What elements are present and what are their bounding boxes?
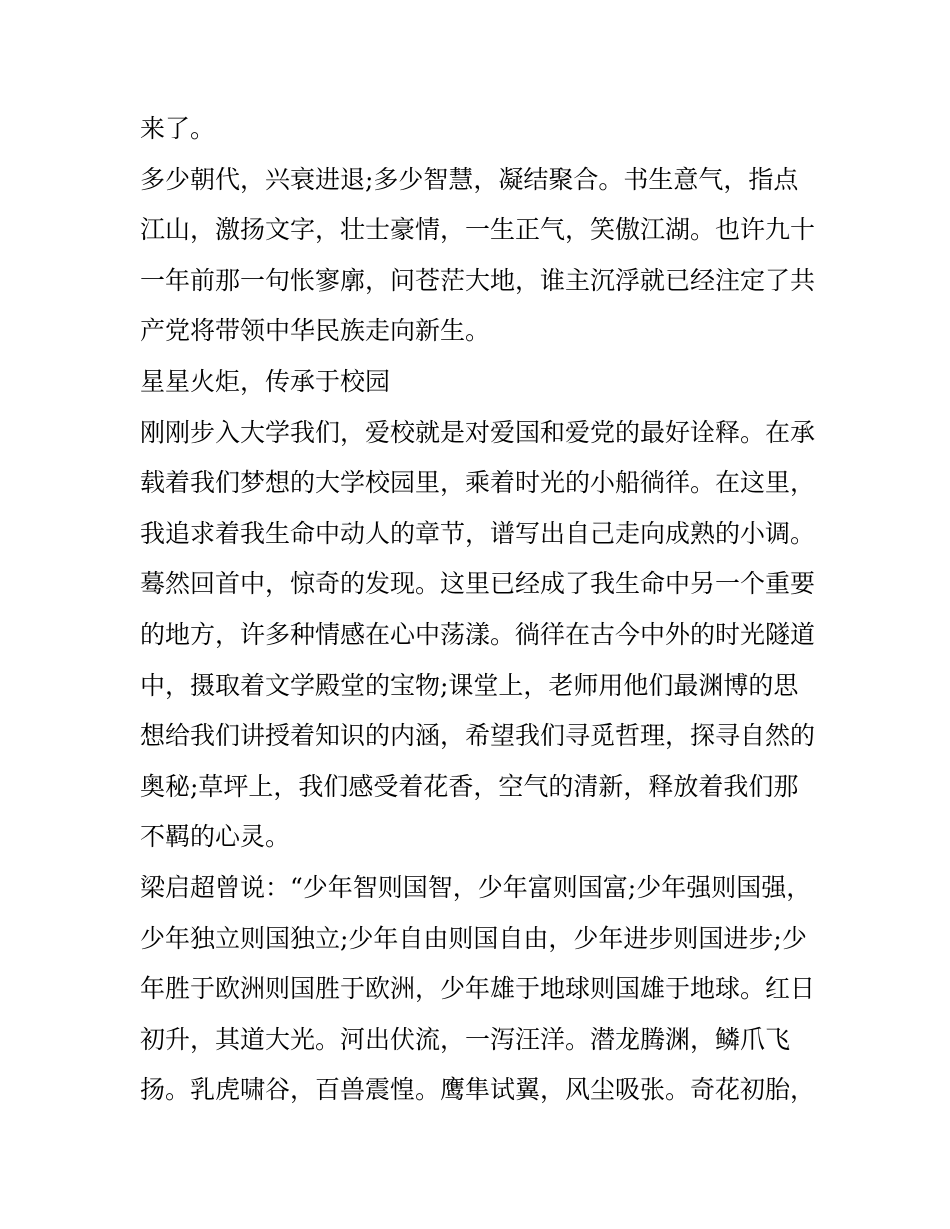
body-text: [140, 104, 820, 1116]
text-line: 年胜于欧洲则国胜于欧洲，少年雄于地球则国雄于地球。红日: [140, 974, 816, 1004]
text-line: 我追求着我生命中动人的章节，谱写出自己走向成熟的小调。: [140, 518, 816, 548]
text-line: 刚刚步入大学我们，爱校就是对爱国和爱党的最好诠释。在承: [140, 417, 816, 447]
text-line: 想给我们讲授着知识的内涵，希望我们寻觅哲理，探寻自然的: [140, 721, 816, 751]
text-line: 江山，激扬文字，壮士豪情，一生正气，笑傲江湖。也许九十: [140, 215, 816, 245]
text-line: 来了。: [140, 114, 216, 143]
text-line: 载着我们梦想的大学校园里，乘着时光的小船徜徉。在这里，: [140, 468, 816, 498]
text-line: 中，摄取着文学殿堂的宝物;课堂上，老师用他们最渊博的思: [140, 670, 799, 700]
text-line: 多少朝代，兴衰进退;多少智慧，凝结聚合。书生意气，指点: [140, 164, 799, 194]
text-line: 奥秘;草坪上，我们感受着花香，空气的清新，释放着我们那: [140, 771, 799, 801]
text-line: 一年前那一句怅寥廓，问苍茫大地，谁主沉浮就已经注定了共: [140, 265, 816, 295]
text-line: 的地方，许多种情感在心中荡漾。徜徉在古今中外的时光隧道: [140, 619, 816, 649]
text-line: 梁启超曾说：“少年智则国智，少年富则国富;少年强则国强，: [140, 872, 812, 902]
text-line: 扬。乳虎啸谷，百兽震惶。鹰隼试翼，风尘吸张。奇花初胎，: [140, 1075, 816, 1105]
text-line: 产党将带领中华民族走向新生。: [140, 316, 491, 346]
text-line: 不羁的心灵。: [140, 822, 291, 852]
text-line: 初升，其道大光。河出伏流，一泻汪洋。潜龙腾渊，鳞爪飞: [140, 1024, 791, 1054]
text-line: 少年独立则国独立;少年自由则国自由，少年进步则国进步;少: [140, 923, 807, 953]
text-line: 蓦然回首中，惊奇的发现。这里已经成了我生命中另一个重要: [140, 569, 816, 599]
section-heading: 星星火炬，传承于校园: [140, 366, 391, 396]
